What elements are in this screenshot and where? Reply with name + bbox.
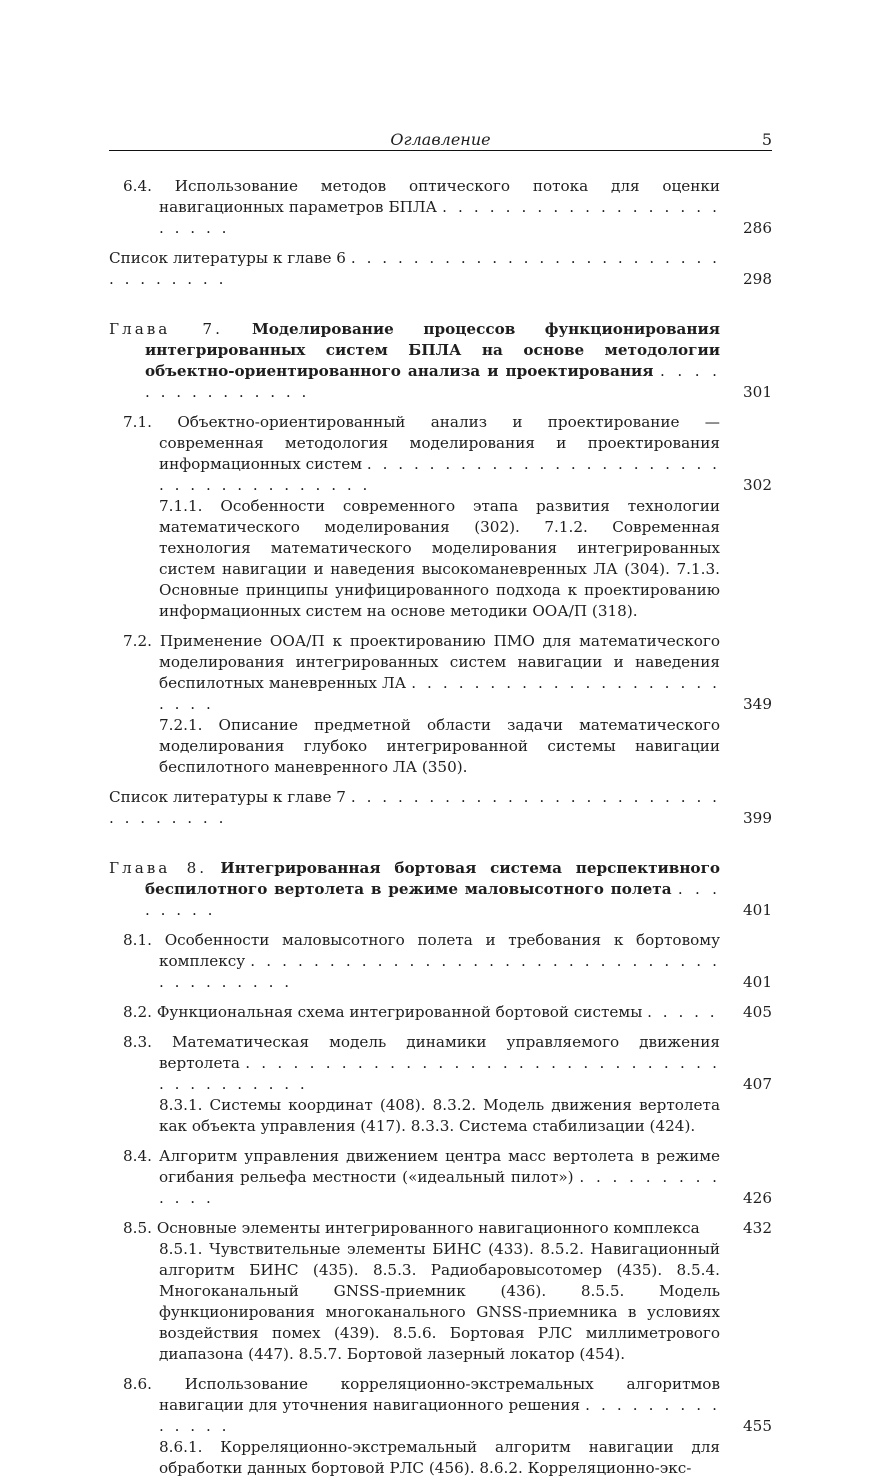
section-number: 8.6.	[123, 1375, 152, 1393]
toc-entry[interactable]	[109, 176, 772, 239]
chapter-label: Глава 7.	[109, 320, 223, 338]
subsection-list	[109, 715, 772, 778]
toc-page	[109, 128, 772, 1479]
toc-entry[interactable]	[109, 1218, 772, 1239]
running-header	[109, 128, 772, 151]
section-number: 8.3.	[123, 1033, 152, 1051]
entry-page: 407	[743, 1075, 772, 1093]
table-of-contents	[109, 176, 772, 1479]
toc-entry[interactable]	[109, 412, 772, 496]
section-number: 6.4.	[123, 177, 152, 195]
subsection-text: 8.6.1. Корреляционно-экстремальный алгоритм навигации для обработки данных бортовой РЛС (456). 8.6.2. Корреляционно-экс-	[159, 1438, 720, 1477]
entry-page: 426	[743, 1189, 772, 1207]
leader-dots: . . . . . . . .	[145, 880, 721, 919]
leader-dots: . . . . . . . . . . . . . . . . . . . . . . . . . . . . . . . . . . . . .	[159, 455, 721, 494]
running-title: Оглавление	[390, 130, 491, 149]
subsection-text: 8.5.1. Чувствительные элементы БИНС (433). 8.5.2. Навигационный алгоритм БИНС (435). 8.5.3. Радиобаровысотомер (435). 8.5.4. Многоканальный GNSS-приемник (436). 8.5.5. Модель функционирования многоканального GNSS-приемника в условиях воздействия помех (439). 8.5.6. Бортовая РЛС миллиметрового диапазона (447). 8.5.7. Бортовой лазерный локатор (454).	[159, 1240, 720, 1363]
subsection-list	[109, 1095, 772, 1137]
subsection-text: 8.3.1. Системы координат (408). 8.3.2. Модель движения вертолета как объекта управления (417). 8.3.3. Система стабилизации (424).	[159, 1096, 720, 1135]
entry-page: 302	[743, 476, 772, 494]
toc-entry[interactable]	[109, 787, 772, 829]
subsection-text: 7.1.1. Особенности современного этапа развития технологии математического моделирования (302). 7.1.2. Современная технология математического моделирования интегрированных систем навигации и наведения высокоманевренных ЛА (304). 7.1.3. Основные принципы унифицированного подхода к проектированию информационных систем на основе методики ООА/П (318).	[159, 497, 720, 620]
entry-page: 432	[743, 1219, 772, 1237]
chapter-title: Моделирование процессов функционирования интегрированных систем БПЛА на основе методологии объектно-ориентированного анализа и проектирования	[145, 320, 721, 380]
section-number: 8.2.	[123, 1003, 152, 1021]
leader-dots: . . . . .	[647, 1003, 718, 1021]
entry-page: 399	[743, 809, 772, 827]
entry-title: Список литературы к главе 7	[109, 788, 346, 806]
section-number: 8.4.	[123, 1147, 152, 1165]
entry-page: 405	[743, 1003, 772, 1021]
leader-dots: . . . . . . . . . . . . . . . . . . . . . . . .	[159, 674, 721, 713]
subsection-list	[109, 496, 772, 622]
entry-page: 286	[743, 219, 772, 237]
entry-title: Функциональная схема интегрированной бортовой системы	[156, 1003, 643, 1021]
entry-title: Математическая модель динамики управляемого движения вертолета	[159, 1033, 720, 1072]
toc-entry[interactable]	[109, 631, 772, 715]
subsection-text: 7.2.1. Описание предметной области задачи математического моделирования глубоко интегрированной системы навигации беспилотного маневренного ЛА (350).	[159, 716, 720, 776]
entry-page: 455	[743, 1417, 772, 1435]
entry-title: Особенности маловысотного полета и требования к бортовому комплексу	[159, 931, 721, 970]
leader-dots: . . . . . . . . . . . . . .	[159, 1396, 720, 1435]
toc-entry[interactable]	[109, 1146, 772, 1209]
leader-dots: . . . . . . . . . . . . .	[159, 1168, 721, 1207]
entry-page: 298	[743, 270, 772, 288]
leader-dots: . . . . . . . . . . . . . . . . . . . . . . . . . . . . . . . .	[109, 249, 721, 288]
entry-title: Основные элементы интегрированного навигационного комплекса	[156, 1219, 700, 1237]
toc-entry[interactable]	[109, 1002, 772, 1023]
leader-dots: . . . . . . . . . . . . . . . . . . . . . . .	[159, 198, 720, 237]
page-number: 5	[761, 130, 772, 149]
subsection-list	[109, 1239, 772, 1365]
leader-dots: . . . . . . . . . . . . . . . . . . . . . . . . . . . . . . . .	[109, 788, 721, 827]
leader-dots: . . . . . . . . . . . . . . . . . . . . . . . . . . . . . . . . . . . . . . . .	[159, 1054, 720, 1093]
chapter-entry[interactable]	[109, 319, 772, 403]
chapter-title: Интегрированная бортовая система перспективного беспилотного вертолета в режиме маловысотного полета	[145, 859, 721, 898]
chapter-entry[interactable]	[109, 858, 772, 921]
section-number: 8.5.	[123, 1219, 152, 1237]
entry-page: 301	[743, 383, 772, 401]
entry-title: Алгоритм управления движением центра масс вертолета в режиме огибания рельефа местности («идеальный пилот»)	[158, 1147, 720, 1186]
entry-title: Список литературы к главе 6	[109, 249, 346, 267]
entry-page: 401	[743, 973, 772, 991]
entry-title: Использование корреляционно-экстремальных алгоритмов навигации для уточнения навигационного решения	[159, 1375, 721, 1414]
toc-entry[interactable]	[109, 1032, 772, 1095]
chapter-label: Глава 8.	[109, 859, 208, 877]
toc-entry[interactable]	[109, 248, 772, 290]
section-number: 8.1.	[123, 931, 152, 949]
section-number: 7.2.	[123, 632, 152, 650]
entry-title: Объектно-ориентированный анализ и проектирование — современная методология моделирования и проектирования информационных систем	[159, 413, 720, 473]
toc-entry[interactable]	[109, 930, 772, 993]
entry-title: Применение ООА/П к проектированию ПМО для математического моделирования интегрированных систем навигации и наведения беспилотных маневренных ЛА	[159, 632, 721, 692]
section-number: 7.1.	[123, 413, 152, 431]
leader-dots: . . . . . . . . . . . . . . . . . . . . . . . . . . . . . . . . . . . . . . .	[159, 952, 720, 991]
toc-entry[interactable]	[109, 1374, 772, 1437]
leader-dots: . . . . . . . . . . . . . . .	[145, 362, 720, 401]
entry-page: 401	[743, 901, 772, 919]
entry-title: Использование методов оптического потока для оценки навигационных параметров БПЛА	[159, 177, 720, 216]
subsection-list	[109, 1437, 772, 1479]
entry-page: 349	[743, 695, 772, 713]
